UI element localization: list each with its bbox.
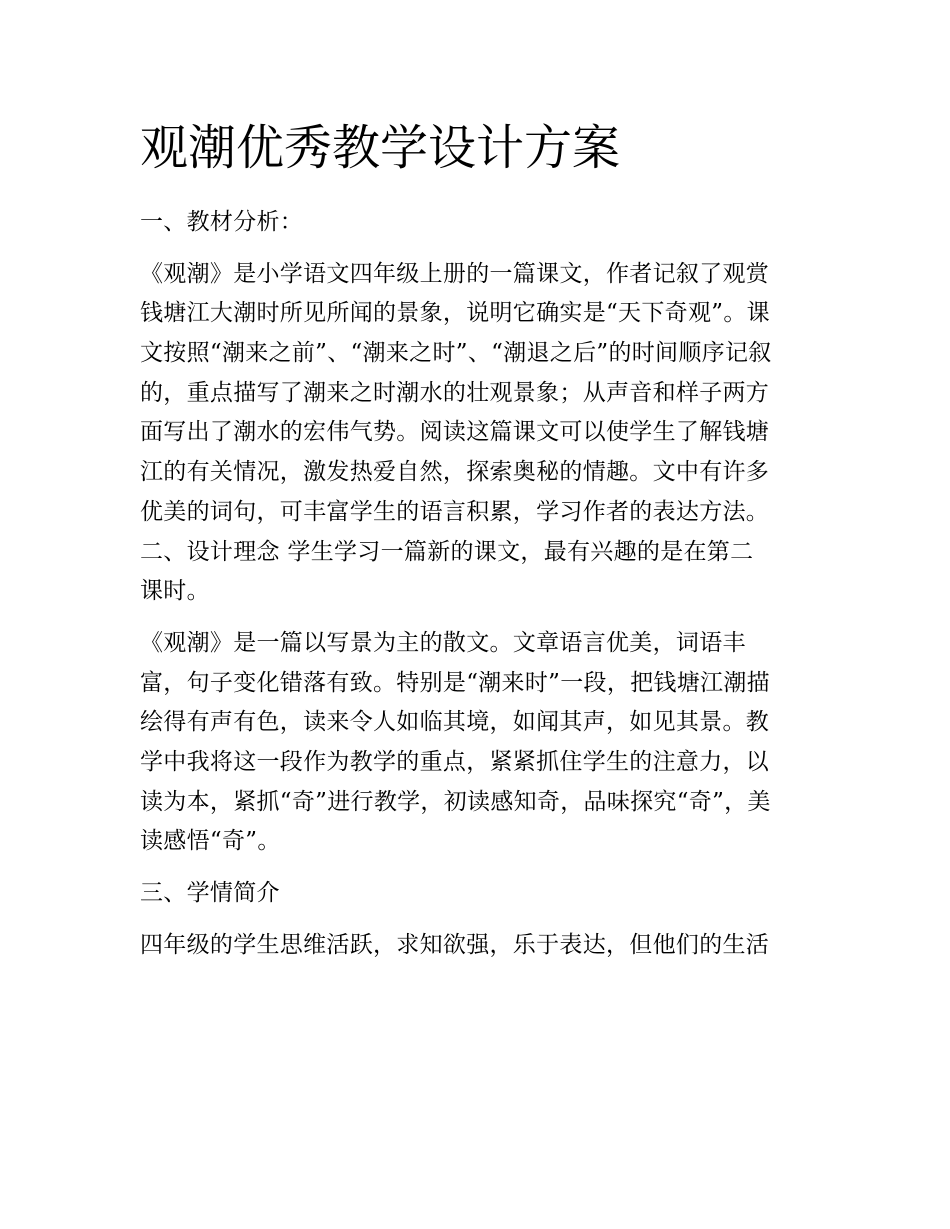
paragraph-line: 优美的词句，可丰富学生的语言积累，学习作者的表达方法。	[140, 498, 770, 525]
paragraph-line: 江的有关情况，激发热爱自然，探索奥秘的情趣。文中有许多	[140, 459, 770, 486]
section-heading-design-concept-cont: 课时。	[140, 578, 210, 605]
paragraph-line: 面写出了潮水的宏伟气势。阅读这篇课文可以使学生了解钱塘	[140, 419, 770, 446]
paragraph-line: 读感悟“奇”。	[140, 828, 281, 855]
document-title: 观潮优秀教学设计方案	[140, 120, 621, 176]
paragraph-line: 四年级的学生思维活跃，求知欲强，乐于表达，但他们的生活	[140, 931, 770, 958]
section-heading-student-profile: 三、学情简介	[140, 880, 280, 906]
paragraph-line: 绘得有声有色，读来令人如临其境，如闻其声，如见其景。教	[140, 709, 770, 736]
section-heading-materials: 一、教材分析：	[140, 209, 304, 235]
section-heading-design-concept: 二、设计理念 学生学习一篇新的课文，最有兴趣的是在第二	[140, 538, 754, 565]
paragraph-line: 文按照“潮来之前”、“潮来之时”、“潮退之后”的时间顺序记叙	[140, 340, 772, 367]
paragraph-line: 读为本，紧抓“奇”进行教学，初读感知奇，品味探究“奇”，美	[140, 788, 771, 815]
paragraph-line: 《观潮》是一篇以写景为主的散文。文章语言优美，词语丰	[140, 629, 746, 656]
paragraph-line: 学中我将这一段作为教学的重点，紧紧抓住学生的注意力，以	[140, 748, 770, 775]
paragraph-line: 的，重点描写了潮来之时潮水的壮观景象；从声音和样子两方	[140, 379, 770, 406]
paragraph-line: 钱塘江大潮时所见所闻的景象，说明它确实是“天下奇观”。课	[140, 300, 770, 327]
paragraph-line: 富，句子变化错落有致。特别是“潮来时”一段，把钱塘江潮描	[140, 669, 770, 696]
document-body	[140, 203, 820, 965]
paragraph-line: 《观潮》是小学语文四年级上册的一篇课文，作者记叙了观赏	[140, 260, 770, 287]
